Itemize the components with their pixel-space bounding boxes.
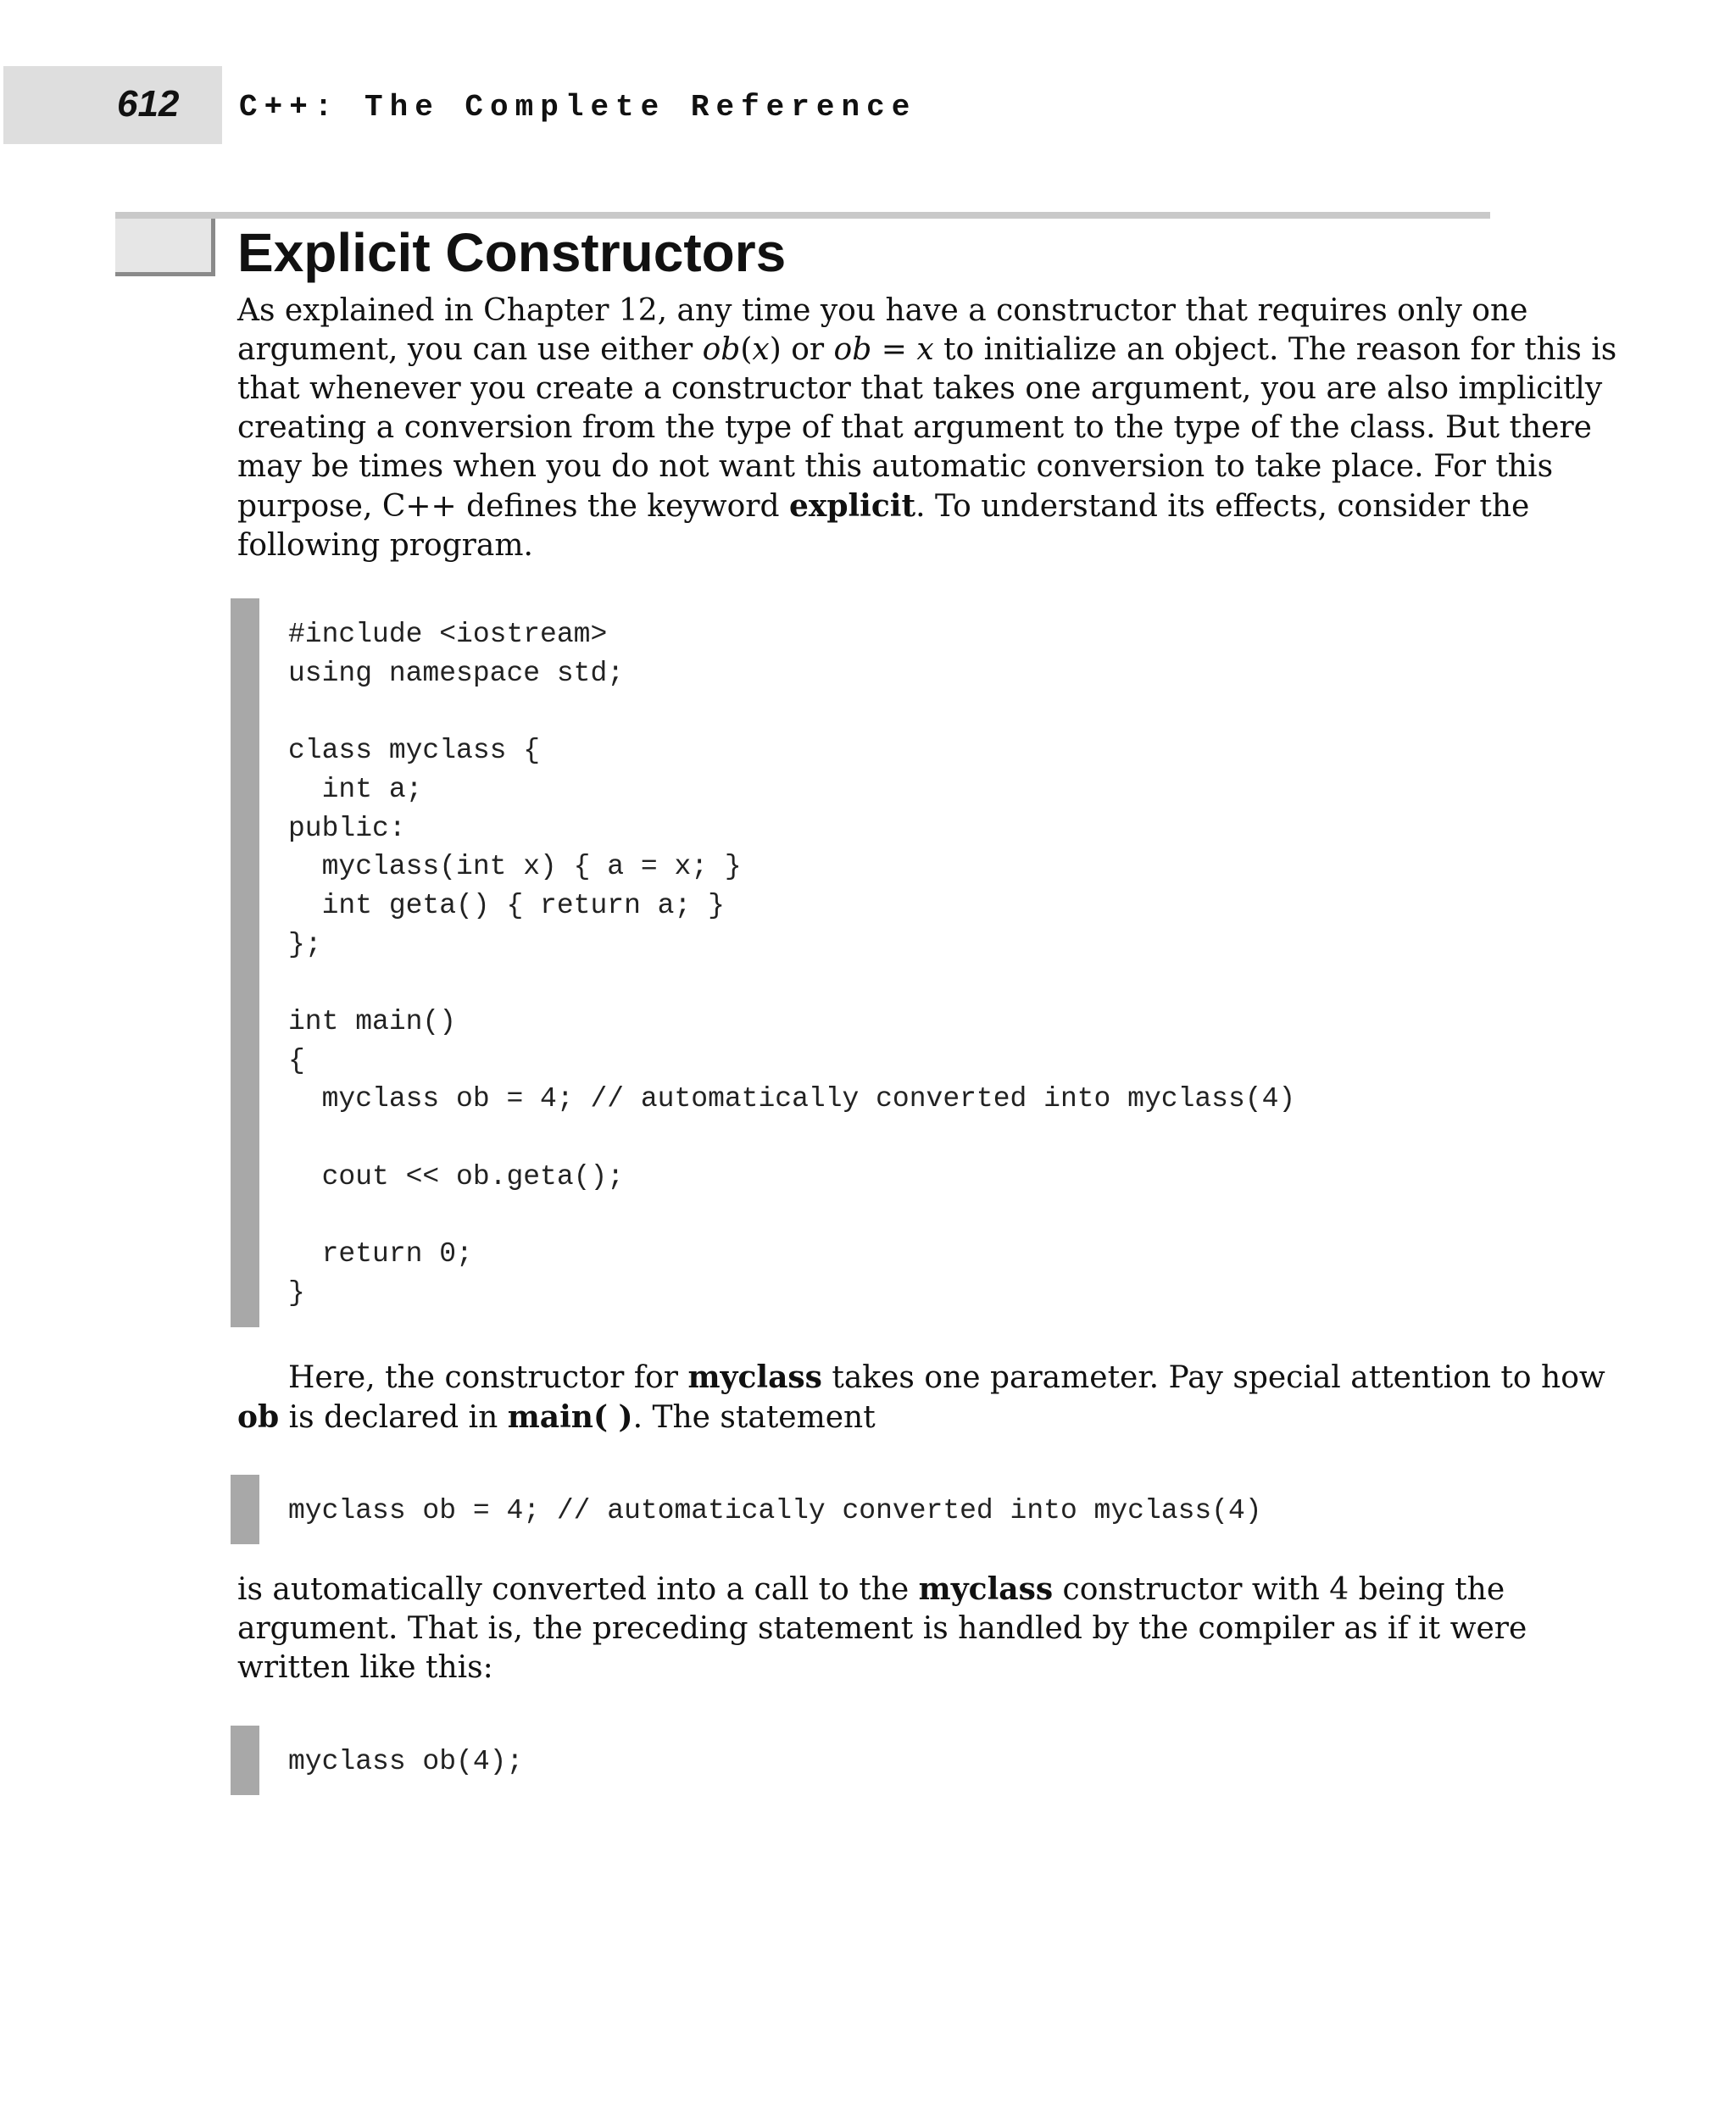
section-title: Explicit Constructors [237, 222, 787, 283]
code-line: int geta() { return a; } [288, 889, 725, 921]
intro-paragraph [237, 292, 1617, 565]
code-line: myclass ob = 4; // automatically converted into myclass(4) [288, 1083, 1296, 1115]
text-run: purpose, C++ defines the keyword [237, 489, 789, 524]
code-line: class myclass { [288, 735, 541, 767]
code-block-statement [231, 1475, 1502, 1544]
code-line: using namespace std; [288, 657, 625, 689]
italic-term: ob [702, 332, 741, 367]
intro-line: that whenever you create a constructor that takes one argument, you are also implicitly [237, 371, 1603, 406]
code-line: cout << ob.geta(); [288, 1160, 625, 1192]
italic-term: ob [833, 332, 872, 367]
code-line: public: [288, 812, 406, 844]
text-run: is declared in [279, 1400, 508, 1435]
code-margin-bar [231, 1726, 259, 1795]
text-run: argument, you can use either [237, 332, 703, 367]
text-run: takes one parameter. Pay special attention to how [821, 1360, 1605, 1395]
code-line: int main() [288, 1006, 457, 1038]
text-run: . The statement [632, 1400, 876, 1435]
intro-line [237, 331, 1617, 370]
keyword-bold: main( ) [507, 1399, 633, 1435]
italic-term: x [752, 332, 770, 367]
code-line: #include <iostream> [288, 619, 608, 650]
conversion-line [237, 1570, 1505, 1609]
section-marker [115, 219, 215, 276]
explanation-line [237, 1358, 1605, 1398]
code-line: { [288, 1044, 305, 1076]
keyword-bold: myclass [687, 1359, 822, 1395]
conversion-paragraph [237, 1570, 1527, 1687]
code-block-program [231, 598, 1502, 1327]
italic-term: x [916, 332, 934, 367]
intro-line: may be times when you do not want this automatic conversion to take place. For this [237, 449, 1554, 484]
page-number: 612 [117, 83, 180, 125]
conversion-line: written like this: [237, 1650, 493, 1685]
intro-line: creating a conversion from the type of that argument to the type of the class. But there [237, 410, 1592, 445]
code-line: } [288, 1276, 305, 1309]
text-run: constructor with 4 being the [1053, 1572, 1505, 1607]
code-line: myclass ob = 4; // automatically converted into myclass(4) [288, 1495, 1262, 1526]
keyword-bold: explicit [788, 488, 916, 524]
text-run: is automatically converted into a call to the [237, 1572, 919, 1607]
intro-line [237, 486, 1530, 526]
text-run: = [871, 332, 917, 367]
code-listing [288, 1492, 1262, 1531]
explanation-paragraph [237, 1358, 1605, 1437]
running-head: C++: The Complete Reference [239, 90, 917, 125]
text-run: ) or [769, 332, 834, 367]
page-number-tab [3, 66, 222, 144]
keyword-bold: ob [237, 1399, 280, 1435]
code-margin-bar [231, 1475, 259, 1544]
code-listing [288, 1743, 523, 1782]
code-listing [288, 615, 1295, 1313]
text-run: . To understand its effects, consider the [915, 489, 1530, 524]
code-line: }; [288, 928, 322, 960]
code-line: myclass ob(4); [288, 1746, 524, 1777]
keyword-bold: myclass [918, 1571, 1054, 1607]
code-block-call [231, 1726, 1502, 1795]
text-run: Here, the constructor for [288, 1360, 688, 1395]
section-rule [115, 212, 1490, 219]
intro-line: following program. [237, 528, 533, 563]
code-line: int a; [288, 773, 423, 805]
conversion-line: argument. That is, the preceding statement is handled by the compiler as if it were [237, 1611, 1527, 1646]
text-run: ( [740, 332, 753, 367]
code-line: myclass(int x) { a = x; } [288, 851, 742, 883]
code-margin-bar [231, 598, 259, 1327]
intro-line: As explained in Chapter 12, any time you have a constructor that requires only one [237, 293, 1528, 328]
explanation-line [237, 1398, 1492, 1437]
text-run: to initialize an object. The reason for this is [933, 332, 1617, 367]
code-line: return 0; [288, 1238, 473, 1270]
